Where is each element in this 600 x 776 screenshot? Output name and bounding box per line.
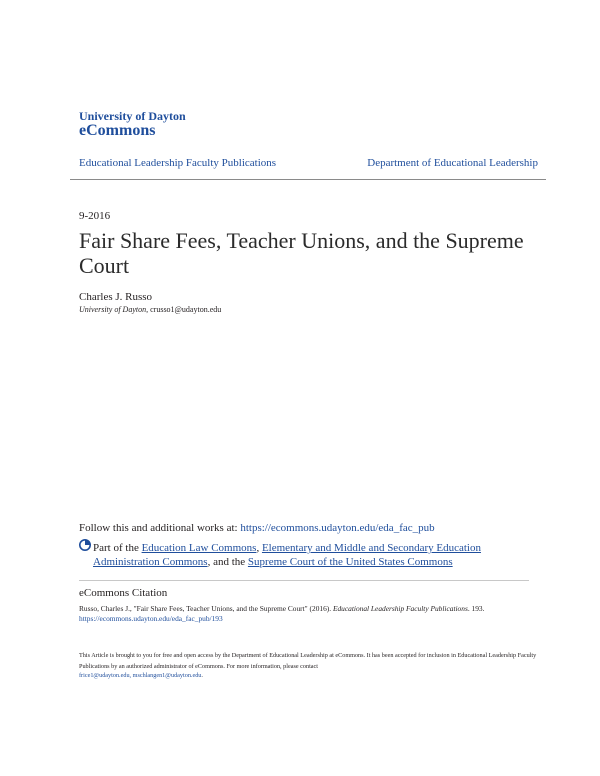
citation-divider (79, 580, 529, 581)
citation-text (79, 603, 539, 614)
citation-number: . 193. (467, 604, 485, 613)
follow-url-link[interactable]: https://ecommons.udayton.edu/eda_fac_pub (240, 522, 435, 534)
disciplines-line (93, 541, 533, 569)
publication-date: 9-2016 (79, 210, 111, 222)
citation-url-link[interactable]: https://ecommons.udayton.edu/eda_fac_pub/193 (79, 614, 223, 623)
repository-name[interactable]: eCommons (79, 122, 156, 139)
affiliation-institution: University of Dayton (79, 305, 147, 314)
partof-prefix: Part of the (93, 542, 142, 554)
partof-separator: , and the (207, 556, 248, 568)
university-name: University of Dayton (79, 109, 186, 123)
header-divider (70, 179, 546, 180)
author-name: Charles J. Russo (79, 291, 153, 303)
elementary-secondary-admin-commons-link[interactable]: Elementary and Middle and Secondary Education Administration Commons (93, 542, 481, 568)
citation-main: Russo, Charles J., "Fair Share Fees, Teacher Unions, and the Supreme Court" (2016). (79, 604, 333, 613)
follow-line (79, 522, 435, 534)
citation-heading: eCommons Citation (79, 587, 168, 599)
contact-emails-link[interactable]: frice1@udayton.edu, mschlangen1@udayton.edu (79, 672, 202, 679)
citation-journal: Educational Leadership Faculty Publications (332, 604, 468, 613)
follow-label: Follow this and additional works at: (79, 522, 241, 534)
affiliation-email: , crusso1@udayton.edu (146, 305, 222, 314)
access-notice: This Article is brought to you for free and open access by the Department of Educational Leadership at eCommons. It has been accepted for inclusion in Educational Leadership Faculty Publications by an authorized administrator of eCommons. For more information, please contact (79, 652, 537, 670)
supreme-court-commons-link[interactable]: Supreme Court of the United States Commons (247, 556, 453, 568)
author-affiliation (79, 305, 221, 314)
contact-line (79, 672, 203, 679)
contact-period: . (201, 672, 203, 679)
education-law-commons-link[interactable]: Education Law Commons (141, 542, 257, 554)
department-link[interactable]: Department of Educational Leadership (367, 157, 538, 169)
network-recommended-icon (79, 539, 91, 551)
article-title: Fair Share Fees, Teacher Unions, and the Supreme Court (79, 228, 524, 278)
partof-separator: , (256, 542, 262, 554)
collection-link[interactable]: Educational Leadership Faculty Publications (79, 157, 277, 169)
